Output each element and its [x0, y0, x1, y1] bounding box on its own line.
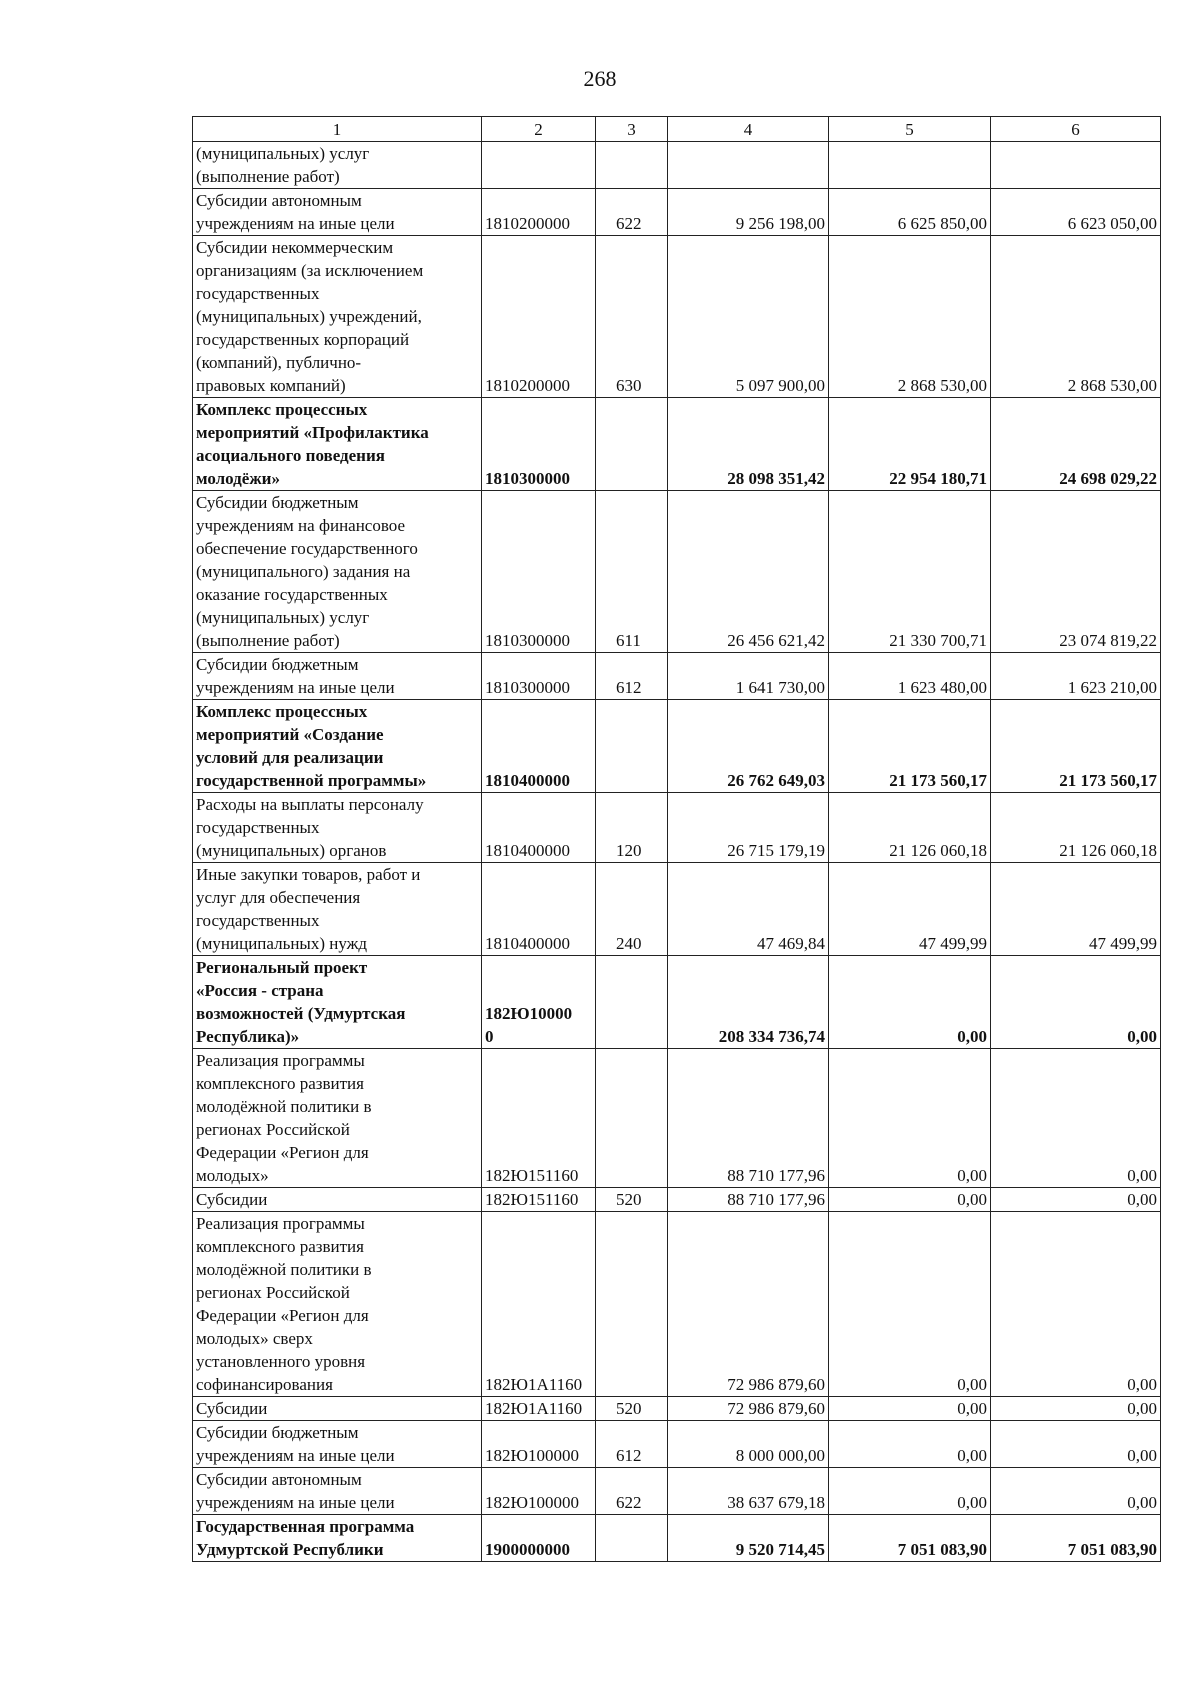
row-code-cell: 1810400000 [482, 863, 596, 956]
row-name-cell: (муниципальных) услуг (выполнение работ) [193, 142, 482, 189]
row-amount-2-cell: 21 330 700,71 [829, 491, 991, 653]
header-col-4: 4 [668, 117, 829, 142]
table-row [193, 1515, 1161, 1562]
row-amount-1-cell: 26 762 649,03 [668, 700, 829, 793]
table-row [193, 398, 1161, 491]
row-code-cell: 1810400000 [482, 700, 596, 793]
row-amount-1-cell: 208 334 736,74 [668, 956, 829, 1049]
table-row [193, 491, 1161, 653]
row-name-cell: Субсидии автономным учреждениям на иные цели [193, 189, 482, 236]
table-row [193, 1468, 1161, 1515]
row-name-cell: Субсидии автономным учреждениям на иные цели [193, 1468, 482, 1515]
header-col-1: 1 [193, 117, 482, 142]
row-kvr-cell [596, 1049, 668, 1188]
row-amount-3-cell: 24 698 029,22 [991, 398, 1161, 491]
row-amount-3-cell: 1 623 210,00 [991, 653, 1161, 700]
row-kvr-cell: 630 [596, 236, 668, 398]
row-code-cell: 1810200000 [482, 236, 596, 398]
row-amount-2-cell: 0,00 [829, 1212, 991, 1397]
row-amount-3-cell: 0,00 [991, 1421, 1161, 1468]
row-amount-2-cell: 0,00 [829, 956, 991, 1049]
row-name-cell: Субсидии бюджетным учреждениям на иные цели [193, 1421, 482, 1468]
table-row [193, 1421, 1161, 1468]
row-name-cell: Региональный проект «Россия - страна возможностей (Удмуртская Республика)» [193, 956, 482, 1049]
row-name-cell: Субсидии [193, 1188, 482, 1212]
row-amount-2-cell: 7 051 083,90 [829, 1515, 991, 1562]
header-col-6: 6 [991, 117, 1161, 142]
table-row [193, 863, 1161, 956]
row-amount-2-cell: 0,00 [829, 1188, 991, 1212]
row-kvr-cell: 612 [596, 1421, 668, 1468]
table-row [193, 700, 1161, 793]
row-kvr-cell: 520 [596, 1397, 668, 1421]
row-amount-3-cell: 47 499,99 [991, 863, 1161, 956]
row-amount-1-cell: 88 710 177,96 [668, 1188, 829, 1212]
row-code-cell: 182Ю1А1160 [482, 1397, 596, 1421]
row-amount-2-cell [829, 142, 991, 189]
row-kvr-cell [596, 1212, 668, 1397]
table-row [193, 956, 1161, 1049]
row-kvr-cell: 611 [596, 491, 668, 653]
row-code-cell: 182Ю10000 0 [482, 956, 596, 1049]
row-amount-3-cell: 0,00 [991, 1049, 1161, 1188]
row-code-cell: 1810200000 [482, 189, 596, 236]
row-kvr-cell: 622 [596, 1468, 668, 1515]
row-code-cell: 182Ю1А1160 [482, 1212, 596, 1397]
row-amount-3-cell: 21 173 560,17 [991, 700, 1161, 793]
row-amount-1-cell: 5 097 900,00 [668, 236, 829, 398]
row-amount-3-cell: 0,00 [991, 1212, 1161, 1397]
row-amount-3-cell [991, 142, 1161, 189]
row-amount-1-cell: 72 986 879,60 [668, 1397, 829, 1421]
table-body [193, 142, 1161, 1562]
row-amount-2-cell: 47 499,99 [829, 863, 991, 956]
row-kvr-cell [596, 142, 668, 189]
table-row [193, 236, 1161, 398]
row-name-cell: Субсидии [193, 1397, 482, 1421]
table-row [193, 1212, 1161, 1397]
row-amount-3-cell: 7 051 083,90 [991, 1515, 1161, 1562]
row-amount-3-cell: 2 868 530,00 [991, 236, 1161, 398]
row-kvr-cell: 120 [596, 793, 668, 863]
table-row [193, 142, 1161, 189]
row-amount-2-cell: 2 868 530,00 [829, 236, 991, 398]
table-row [193, 1049, 1161, 1188]
row-code-cell: 182Ю151160 [482, 1049, 596, 1188]
row-amount-2-cell: 0,00 [829, 1049, 991, 1188]
row-code-cell: 182Ю100000 [482, 1421, 596, 1468]
row-name-cell: Реализация программы комплексного развития молодёжной политики в регионах Российской Федерации «Регион для молодых» сверх установленного уровня софинансирования [193, 1212, 482, 1397]
row-code-cell: 182Ю151160 [482, 1188, 596, 1212]
row-amount-3-cell: 21 126 060,18 [991, 793, 1161, 863]
header-col-5: 5 [829, 117, 991, 142]
row-amount-3-cell: 23 074 819,22 [991, 491, 1161, 653]
row-amount-3-cell: 6 623 050,00 [991, 189, 1161, 236]
row-amount-1-cell: 88 710 177,96 [668, 1049, 829, 1188]
row-kvr-cell: 612 [596, 653, 668, 700]
row-name-cell: Субсидии бюджетным учреждениям на иные цели [193, 653, 482, 700]
row-code-cell: 1810400000 [482, 793, 596, 863]
row-name-cell: Иные закупки товаров, работ и услуг для обеспечения государственных (муниципальных) нужд [193, 863, 482, 956]
row-amount-1-cell: 28 098 351,42 [668, 398, 829, 491]
table-row [193, 1188, 1161, 1212]
row-kvr-cell: 520 [596, 1188, 668, 1212]
row-kvr-cell: 240 [596, 863, 668, 956]
row-kvr-cell [596, 1515, 668, 1562]
row-amount-1-cell: 9 256 198,00 [668, 189, 829, 236]
row-amount-2-cell: 1 623 480,00 [829, 653, 991, 700]
row-kvr-cell [596, 956, 668, 1049]
row-amount-2-cell: 21 126 060,18 [829, 793, 991, 863]
row-amount-1-cell: 1 641 730,00 [668, 653, 829, 700]
row-kvr-cell: 622 [596, 189, 668, 236]
row-name-cell: Реализация программы комплексного развития молодёжной политики в регионах Российской Федерации «Регион для молодых» [193, 1049, 482, 1188]
row-code-cell: 182Ю100000 [482, 1468, 596, 1515]
row-amount-1-cell: 9 520 714,45 [668, 1515, 829, 1562]
row-amount-1-cell: 47 469,84 [668, 863, 829, 956]
header-col-3: 3 [596, 117, 668, 142]
page-number: 268 [583, 66, 617, 91]
row-code-cell [482, 142, 596, 189]
row-name-cell: Государственная программа Удмуртской Республики [193, 1515, 482, 1562]
row-amount-2-cell: 21 173 560,17 [829, 700, 991, 793]
row-amount-1-cell: 72 986 879,60 [668, 1212, 829, 1397]
table-row [193, 653, 1161, 700]
row-amount-1-cell [668, 142, 829, 189]
row-amount-3-cell: 0,00 [991, 1468, 1161, 1515]
table-header-row [193, 117, 1161, 142]
row-amount-2-cell: 0,00 [829, 1468, 991, 1515]
header-col-2: 2 [482, 117, 596, 142]
row-amount-2-cell: 22 954 180,71 [829, 398, 991, 491]
row-name-cell: Расходы на выплаты персоналу государственных (муниципальных) органов [193, 793, 482, 863]
row-amount-1-cell: 26 715 179,19 [668, 793, 829, 863]
row-amount-2-cell: 6 625 850,00 [829, 189, 991, 236]
row-amount-1-cell: 26 456 621,42 [668, 491, 829, 653]
table-row [193, 793, 1161, 863]
row-code-cell: 1810300000 [482, 491, 596, 653]
row-kvr-cell [596, 398, 668, 491]
row-code-cell: 1900000000 [482, 1515, 596, 1562]
row-code-cell: 1810300000 [482, 653, 596, 700]
row-amount-2-cell: 0,00 [829, 1421, 991, 1468]
row-code-cell: 1810300000 [482, 398, 596, 491]
row-amount-1-cell: 38 637 679,18 [668, 1468, 829, 1515]
row-amount-2-cell: 0,00 [829, 1397, 991, 1421]
row-amount-3-cell: 0,00 [991, 1188, 1161, 1212]
row-amount-3-cell: 0,00 [991, 956, 1161, 1049]
row-amount-3-cell: 0,00 [991, 1397, 1161, 1421]
table-row [193, 189, 1161, 236]
budget-table [192, 116, 1161, 1562]
row-name-cell: Субсидии бюджетным учреждениям на финансовое обеспечение государственного (муниципального) задания на оказание государственных (муниципальных) услуг (выполнение работ) [193, 491, 482, 653]
row-name-cell: Комплекс процессных мероприятий «Создание условий для реализации государственной программы» [193, 700, 482, 793]
row-name-cell: Субсидии некоммерческим организациям (за исключением государственных (муниципальных) учреждений, государственных корпораций (компаний), публично- правовых компаний) [193, 236, 482, 398]
row-kvr-cell [596, 700, 668, 793]
row-name-cell: Комплекс процессных мероприятий «Профилактика асоциального поведения молодёжи» [193, 398, 482, 491]
row-amount-1-cell: 8 000 000,00 [668, 1421, 829, 1468]
table-row [193, 1397, 1161, 1421]
